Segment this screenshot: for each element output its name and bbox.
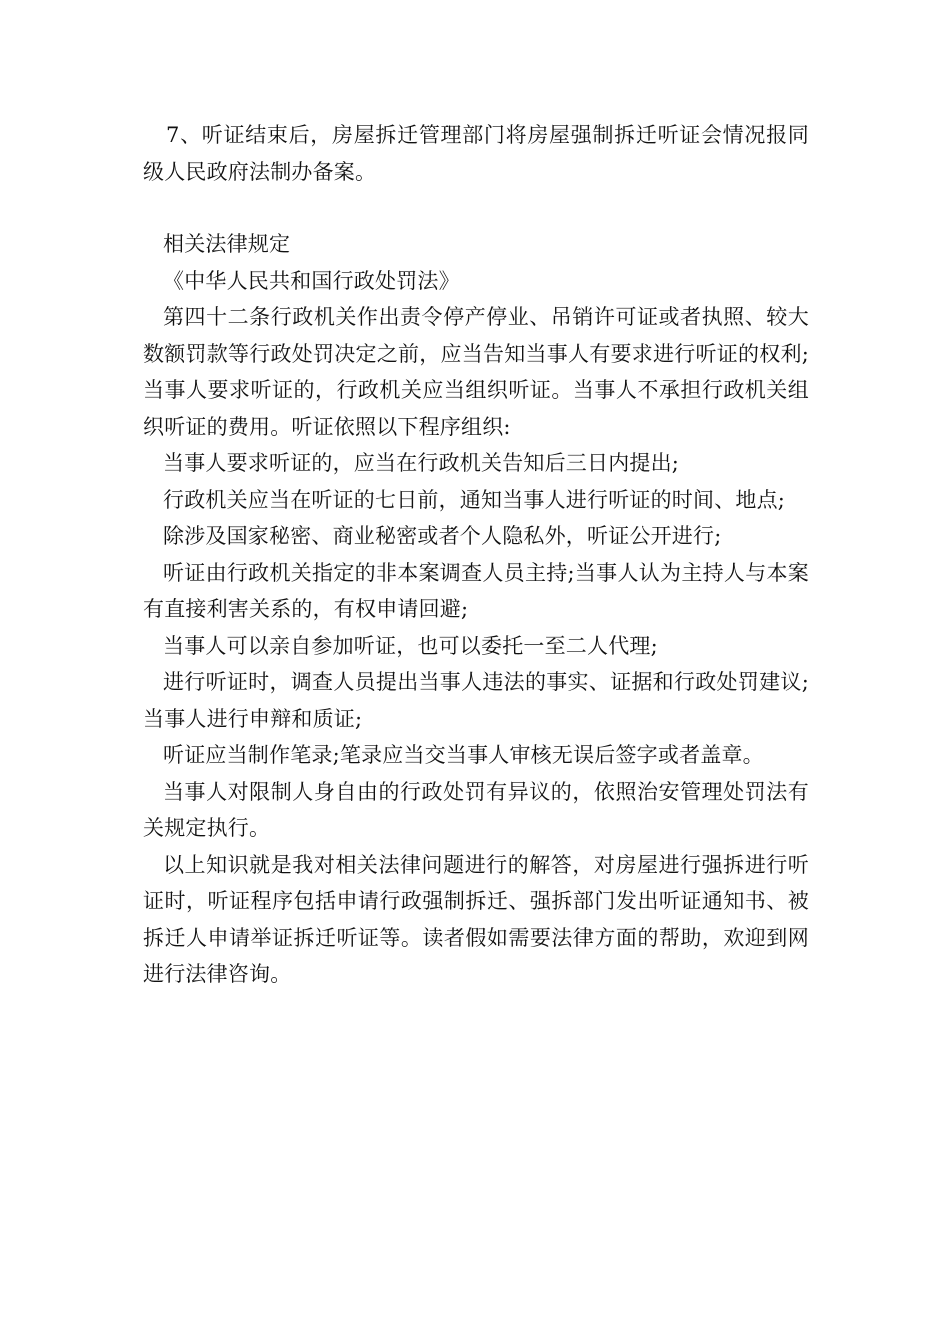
procedure-item-6: 进行听证时，调查人员提出当事人违法的事实、证据和行政处罚建议;当事人进行申辩和质证;: [143, 670, 809, 731]
procedure-item-1: 当事人要求听证的，应当在行政机关告知后三日内提出;: [163, 451, 680, 475]
procedure-item-2: 行政机关应当在听证的七日前，通知当事人进行听证的时间、地点;: [163, 487, 786, 512]
paragraph-step-7: 7、听证结束后，房屋拆迁管理部门将房屋强制拆迁听证会情况报同级人民政府法制办备案。: [143, 123, 809, 184]
document-body: [143, 117, 809, 993]
law-title: 《中华人民共和国行政处罚法》: [163, 268, 460, 293]
procedure-item-3: 除涉及国家秘密、商业秘密或者个人隐私外，听证公开进行;: [163, 524, 722, 548]
conclusion-paragraph: 以上知识就是我对相关法律问题进行的解答，对房屋进行强拆进行听证时，听证程序包括申请行政强制拆迁、强拆部门发出听证通知书、被拆迁人申请举证拆迁听证等。读者假如需要法律方面的帮助，欢迎到网进行法律咨询。: [143, 852, 809, 986]
paragraph-gap: [143, 190, 809, 226]
procedure-item-5: 当事人可以亲自参加听证，也可以委托一至二人代理;: [163, 633, 658, 658]
procedure-item-8: 当事人对限制人身自由的行政处罚有异议的，依照治安管理处罚法有关规定执行。: [143, 779, 809, 840]
section-heading: 相关法律规定: [163, 232, 291, 256]
article-42: 第四十二条行政机关作出责令停产停业、吊销许可证或者执照、较大数额罚款等行政处罚决定之前，应当告知当事人有要求进行听证的权利;当事人要求听证的，行政机关应当组织听证。当事人不承担行政机关组织听证的费用。听证依照以下程序组织:: [143, 305, 809, 439]
procedure-item-7: 听证应当制作笔录;笔录应当交当事人审核无误后签字或者盖章。: [163, 743, 764, 767]
procedure-item-4: 听证由行政机关指定的非本案调查人员主持;当事人认为主持人与本案有直接利害关系的，有权申请回避;: [143, 560, 809, 621]
